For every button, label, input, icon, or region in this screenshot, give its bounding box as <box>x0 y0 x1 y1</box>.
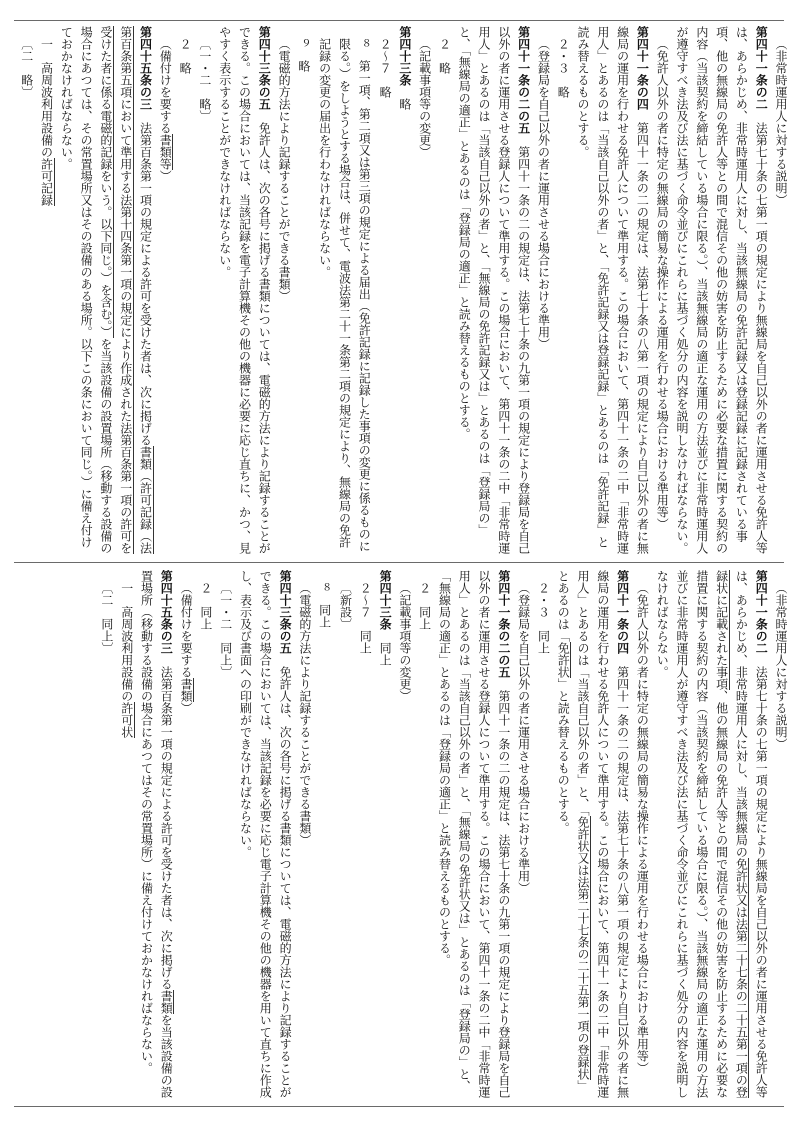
text-run: 同上 <box>378 630 393 666</box>
text-run: 第四十一条の二の規定は、法第七十条の八第一項の規定により自己以外の者に無線局の運用を行わせる免許人について準用する。この場合において、第四十一条の二中「非常時運用人」とあるのは「当該自己以外の者」と、「 <box>576 570 630 1098</box>
clause-line <box>354 570 374 1100</box>
article-caption <box>175 570 195 1100</box>
clause-line <box>552 26 572 556</box>
text-run: （免許人以外の者に特定の無線局の簡易な操作による運用を行わせる場合における準用等） <box>635 582 650 1074</box>
text-run: ２ 略 <box>437 38 452 74</box>
text-run: ２ 略 <box>178 38 193 74</box>
text-run: 」とあるのは「 <box>556 570 591 1092</box>
text-run: （記載事項等の変更） <box>397 582 412 702</box>
text-run: （非常時運用人に対する説明） <box>774 38 788 206</box>
text-run: 〔二 略〕 <box>19 38 34 98</box>
text-run: ） <box>158 170 173 182</box>
article-caption <box>770 570 790 1100</box>
article-caption <box>273 26 293 556</box>
text-run: 同上 <box>317 592 332 628</box>
text-run: ２・３ 略 <box>556 38 571 98</box>
article-number: 第四十三条 <box>397 26 412 86</box>
article-paragraph <box>394 26 414 556</box>
text-run: ８ <box>359 38 371 48</box>
text-run: 一 高周波利用設備の <box>119 582 134 702</box>
text-run: 〔二 同上〕 <box>99 582 114 654</box>
clause-line <box>96 570 116 1100</box>
revised-text-column <box>8 26 790 556</box>
text-run: 一 高周波利用設備の <box>39 38 54 158</box>
middle-rule <box>14 562 784 563</box>
text-run: ２〜７ 略 <box>378 38 393 98</box>
article-number: 第四十一条の二の五 <box>496 570 511 678</box>
clause-line <box>116 570 136 1100</box>
article-paragraph <box>453 26 532 556</box>
underlined-amendment: 書類 <box>159 990 174 1014</box>
text-run: （電磁的方法により記録することができる書類） <box>297 582 312 846</box>
article-caption <box>294 570 314 1100</box>
text-run: （免許人以外の者に特定の無線局の簡易な操作による運用を行わせる場合における準用等） <box>655 38 670 530</box>
clause-line <box>293 26 314 556</box>
clause-line <box>335 570 355 1100</box>
article-paragraph <box>552 570 631 1100</box>
text-run: 法第七十条の七第一項の規定により無線局を自己以外の者に運用させる免許人等は、あらかじめ、非常時運用人に対し、当該無線局の <box>734 570 769 1098</box>
text-run: 第四十一条の二の規定は、法第七十条の九第一項の規定により登録局を自己以外の者に運用させる登録人について準用する。この場合において、第四十一条の二中「非常時運用人」とあるのは「当該自己以外の者」と、「無線局の免許記録又は」とあるのは「登録局の」と、「無線局の適正」とあるのは「登録局の適正」と読み替えるものとする。 <box>457 26 531 554</box>
text-run: （非常時運用人に対する説明） <box>774 582 788 750</box>
clause-line <box>314 570 335 1100</box>
article-number: 第四十三条 <box>378 570 393 630</box>
clause-line <box>36 26 56 556</box>
current-text-column <box>8 570 790 1100</box>
text-run: 第一項、第二項又は第三項の規定による届出（免許記録に記録した事項の変更に係るものに限る。）をしようとする場合は、併せて、電波法第二十一条第二項の規定により、無線局の免許記録の変更の届出を行わなければならない。 <box>317 38 372 552</box>
text-run: 、他の無線局の免許人等との間で混信その他の妨害を防止するために必要な措置に関する契約の内容（当該契約を締結している場合に限る。）、当該無線局の適正な運用の方法並びに非常時運用人が遵守すべき法及び法に基づく命令並びにこれらに基づく処分の内容を説明しなければならない。 <box>655 570 729 1098</box>
text-run: 免許人は、次の各号に掲げる書類については、電磁的方法により記録することができる。この場合においては、当該記録を電子計算機その他の機器に必要に応じ直ちに、かつ、見やすく表示することができなければならない。 <box>217 26 272 554</box>
text-run: 第四十一条の二の規定は、法第七十条の九第一項の規定により登録局を自己以外の者に運用させる登録人について準用する。この場合において、第四十一条の二中「非常時運用人」とあるのは「当該自己以外の者」と、「無線局の免許状又は」とあるのは「登録局の」と、「無線局の適正」とあるのは「登録局の適正」と読み替えるものとする。 <box>437 570 511 1098</box>
clause-line <box>174 26 194 556</box>
clause-line <box>195 570 215 1100</box>
article-number: 第四十三条の五 <box>278 570 293 654</box>
article-number: 第四十一条の二の五 <box>516 26 531 134</box>
text-run: 法第百条第一項の規定による許可を受けた者は、次に掲げる <box>159 654 174 990</box>
bottom-rule <box>14 1106 784 1107</box>
article-number: 第四十一条の二 <box>754 26 769 110</box>
text-run: 免許人は、次の各号に掲げる書類については、電磁的方法により記録することができる。この場合においては、当該記録を必要に応じ電子計算機その他の機器を用いて直ちに作成し、表示及び書面への印刷ができなければならない。 <box>238 570 293 1098</box>
text-run: 」と読み替えるものとする。 <box>556 678 571 834</box>
article-paragraph <box>214 26 273 556</box>
article-caption <box>155 26 175 556</box>
text-run: ２・３ 同上 <box>536 582 551 654</box>
clause-line <box>215 570 235 1100</box>
underlined-amendment: 許可記録 <box>39 158 54 206</box>
text-run: （電磁的方法により記録することができる書類） <box>277 38 292 302</box>
text-run: 法第七十条の七第一項の規定により無線局を自己以外の者に運用させる免許人等は、あらかじめ、非常時運用人に対し、当該無線局の免許記録又は登録記録に記録されている事項、他の無線局の免許人等との間で混信その他の妨害を防止するために必要な措置に関する契約の内容（当該契約を締結している場合に限る。）、当該無線局の適正な運用の方法並びに非常時運用人が遵守すべき法及び法に基づく命令並びにこれらに基づく処分の内容を説明しなければならない。 <box>675 26 769 554</box>
article-number: 第四十一条の四 <box>635 26 650 110</box>
text-run: ２ 同上 <box>198 582 213 630</box>
article-paragraph <box>56 26 155 556</box>
article-caption <box>414 26 434 556</box>
top-rule <box>14 20 784 21</box>
article-caption <box>394 570 414 1100</box>
article-paragraph <box>136 570 176 1100</box>
underlined-amendment: 免許状又は法第二十七条の二十五第一項の登録状 <box>576 816 591 1080</box>
clause-line <box>16 26 36 556</box>
clause-line <box>314 26 374 556</box>
text-run: を当該設備の設置場所（移動する設備の場合にあつてはその常置場所）に備え付けておかなければならない。 <box>139 570 174 1098</box>
text-run: を当該設備の設置場所（移動する設備の場合にあつては、その常置場所又はその設備のある場所。以下この条において同じ。）に備え付けておかなければならない。 <box>59 26 113 554</box>
article-paragraph <box>374 570 394 1100</box>
text-run: （登録局を自己以外の者に運用させる場合における準用） <box>516 582 531 894</box>
clause-line <box>533 570 553 1100</box>
article-number: 第四十一条の四 <box>615 570 630 654</box>
text-run: 〔一・二 同上〕 <box>218 582 233 678</box>
article-paragraph <box>651 570 770 1100</box>
text-run: （備付けを要する <box>179 582 194 678</box>
article-paragraph <box>235 570 294 1100</box>
text-run: 第四十一条の二の規定は、法第七十条の八第一項の規定により自己以外の者に無線局の運用を行わせる免許人について準用する。この場合において、第四十一条の二中「非常時運用人」とあるのは「当該自己以外の者」と、「免許記録又は登録記録」とあるのは「免許記録」と読み替えるものとする。 <box>576 26 650 554</box>
text-run: 法第百条第一項の規定による許可を受けた者は、次に掲げる <box>138 110 153 446</box>
article-paragraph <box>572 26 651 556</box>
article-number: 第四十三条の五 <box>257 26 272 110</box>
article-paragraph <box>434 570 513 1100</box>
article-caption <box>632 570 652 1100</box>
underlined-amendment: 免許状又は法第二十七条の二十五第一項の登録状に記載された事項 <box>714 570 749 1098</box>
underlined-amendment: 許可状 <box>119 702 134 738</box>
article-number: 第四十五条の三 <box>159 570 174 654</box>
article-caption <box>533 26 553 556</box>
clause-line <box>434 26 454 556</box>
clause-line <box>194 26 214 556</box>
article-number: 第四十五条の三 <box>138 26 153 110</box>
article-caption <box>513 570 533 1100</box>
text-run: ９ <box>298 38 310 48</box>
underlined-amendment: 書類 <box>179 678 194 702</box>
text-run: 略 <box>397 86 412 110</box>
text-run: 〔一・二 略〕 <box>197 38 212 122</box>
current-text-section <box>8 570 790 1100</box>
text-run: （記載事項等の変更） <box>417 38 432 158</box>
text-run: ２ 同上 <box>417 582 432 630</box>
text-run: ２〜７ 同上 <box>358 582 373 654</box>
underlined-amendment: 書類（許可記録（法第百条第五項において準用する法第十四条第一項の規定により作成された法第百条第一項の許可を受けた者に係る電磁的記録をいう。以下同じ。）を含む。） <box>98 26 153 554</box>
text-run: （備付けを要する <box>158 38 173 134</box>
article-caption <box>770 26 790 556</box>
revised-text-section <box>8 26 790 556</box>
underlined-amendment: 書類等 <box>158 134 173 170</box>
text-run: 略 <box>296 48 311 72</box>
text-run: 〔新設〕 <box>338 582 353 630</box>
underlined-amendment: 免許状 <box>556 642 571 678</box>
text-run: ） <box>179 702 194 714</box>
article-paragraph <box>671 26 770 556</box>
article-caption <box>651 26 671 556</box>
text-run: ８ <box>319 582 331 592</box>
clause-line <box>374 26 394 556</box>
text-run: （登録局を自己以外の者に運用させる場合における準用） <box>536 38 551 350</box>
clause-line <box>414 570 434 1100</box>
article-number: 第四十一条の二 <box>754 570 769 654</box>
